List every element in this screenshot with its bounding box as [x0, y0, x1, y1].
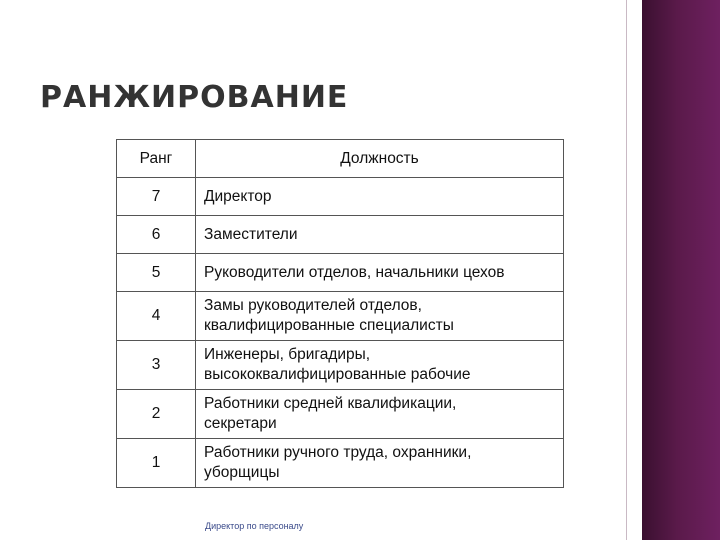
- table-row: [117, 390, 564, 439]
- position-line: уборщицы: [204, 464, 280, 481]
- position-cell: [196, 390, 564, 439]
- position-line: Замы руководителей отделов,: [204, 297, 422, 314]
- table-header-row: [117, 140, 564, 178]
- position-cell: [196, 254, 564, 292]
- ranking-table: [116, 139, 564, 488]
- slide-title: РАНЖИРОВАНИЕ: [40, 80, 349, 115]
- decorative-side-bar: [642, 0, 720, 540]
- rank-cell: 1: [117, 439, 196, 488]
- header-rank: Ранг: [117, 140, 196, 178]
- rank-cell: 5: [117, 254, 196, 292]
- position-line: Работники ручного труда, охранники,: [204, 444, 472, 461]
- position-line: Работники средней квалификации,: [204, 395, 457, 412]
- divider-line: [626, 0, 627, 540]
- position-line: Руководители отделов, начальники цехов: [204, 263, 505, 281]
- position-line: Заместители: [204, 225, 298, 243]
- header-position: Должность: [196, 140, 564, 178]
- position-line: Инженеры, бригадиры,: [204, 346, 371, 363]
- table-row: [117, 292, 564, 341]
- table-row: [117, 341, 564, 390]
- rank-cell: 7: [117, 178, 196, 216]
- position-cell: [196, 341, 564, 390]
- table-row: [117, 178, 564, 216]
- position-line: Директор: [204, 187, 272, 205]
- rank-cell: 3: [117, 341, 196, 390]
- rank-cell: 2: [117, 390, 196, 439]
- footer-text: Директор по персоналу: [205, 521, 304, 531]
- position-cell: [196, 292, 564, 341]
- table-row: [117, 216, 564, 254]
- position-line: секретари: [204, 415, 277, 432]
- position-line: квалифицированные специалисты: [204, 317, 454, 334]
- position-cell: [196, 439, 564, 488]
- table-row: [117, 254, 564, 292]
- rank-cell: 6: [117, 216, 196, 254]
- position-line: высококвалифицированные рабочие: [204, 366, 471, 383]
- position-cell: [196, 216, 564, 254]
- position-cell: [196, 178, 564, 216]
- rank-cell: 4: [117, 292, 196, 341]
- table-row: [117, 439, 564, 488]
